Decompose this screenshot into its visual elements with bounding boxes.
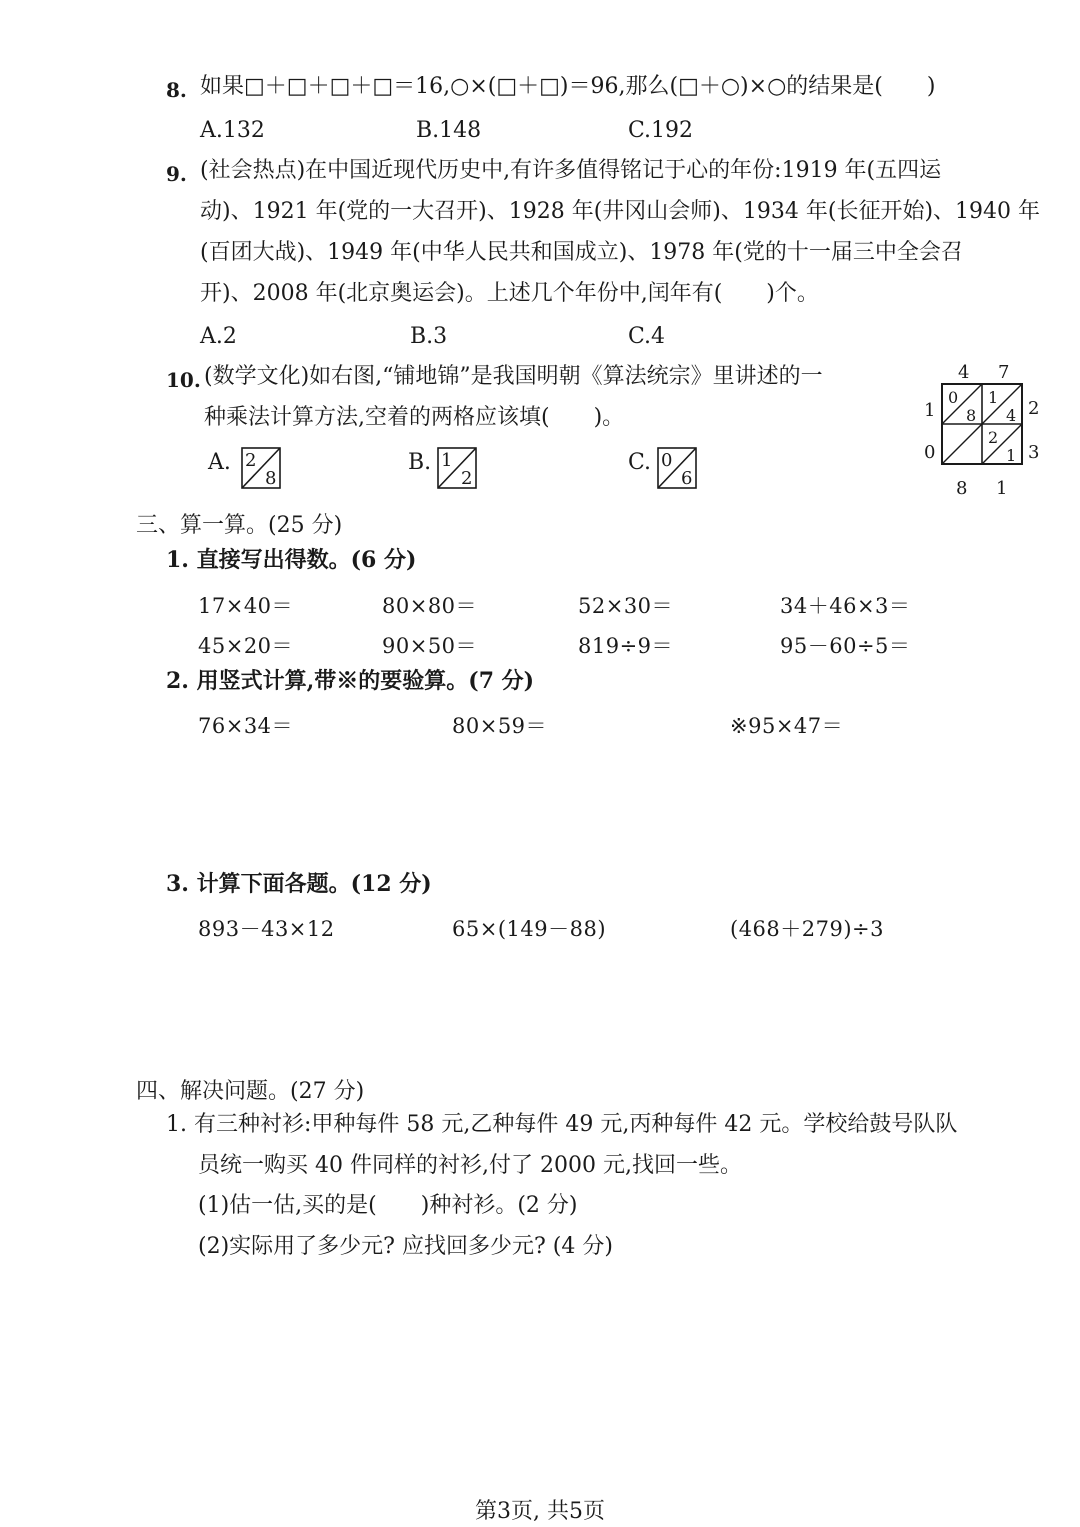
question-text: 如果□＋□＋□＋□＝16,○×(□＋□)＝96,那么(□＋○)×○的结果是( ) [200, 74, 936, 99]
problem-text-line: 1. 有三种衬衫:甲种每件 58 元,乙种每件 49 元,丙种每件 42 元。学校给鼓号队队 [166, 1112, 958, 1137]
part-title: 2. 用竖式计算,带※的要验算。(7 分) [166, 668, 535, 694]
question-number: 8. [166, 78, 187, 102]
lattice-cell-bottom: 1 [1006, 446, 1017, 465]
lattice-cell-top: 1 [988, 388, 999, 407]
oral-calc-item: 819÷9＝ [578, 634, 674, 658]
lattice-figure [918, 360, 1058, 500]
sub-question: (1)估一估,买的是( )种衬衫。(2 分) [198, 1193, 578, 1218]
option-a: A.2 [200, 324, 237, 349]
option-c: C.192 [628, 118, 694, 143]
option-b: B.3 [410, 324, 448, 349]
option-letter: B. [408, 450, 432, 475]
lattice-top-digit: 4 [958, 362, 970, 383]
problem-text-line: 员统一购买 40 件同样的衬衫,付了 2000 元,找回一些。 [198, 1153, 742, 1178]
cell-bottom-digit: 6 [681, 468, 693, 489]
calc-item: (468＋279)÷3 [730, 917, 885, 941]
lattice-cell-bottom: 4 [1006, 406, 1017, 425]
oral-calc-item: 90×50＝ [382, 634, 478, 658]
oral-calc-item: 34＋46×3＝ [780, 594, 911, 618]
part-title: 1. 直接写出得数。(6 分) [166, 547, 417, 573]
section-title: 四、解决问题。(27 分) [136, 1079, 365, 1104]
page-footer: 第3页, 共5页 [475, 1499, 605, 1524]
calc-item: 65×(149－88) [452, 917, 607, 941]
option-letter: A. [208, 450, 231, 475]
option-b: B.148 [416, 118, 482, 143]
question-number: 9. [166, 162, 187, 186]
option-a: A.132 [200, 118, 265, 143]
sub-question: (2)实际用了多少元? 应找回多少元? (4 分) [198, 1234, 613, 1259]
lattice-right-digit: 2 [1028, 398, 1040, 419]
part-title: 3. 计算下面各题。(12 分) [166, 871, 432, 897]
question-text-line: 开)、2008 年(北京奥运会)。上述几个年份中,闰年有( )个。 [200, 281, 819, 306]
lattice-top-digit: 7 [998, 362, 1010, 383]
option-letter: C. [628, 450, 652, 475]
cell-bottom-digit: 2 [461, 468, 473, 489]
question-text-line: 动)、1921 年(党的一大召开)、1928 年(井冈山会师)、1934 年(长征开始)、1940 年 [200, 199, 1041, 224]
calc-item: 893－43×12 [198, 917, 335, 941]
cell-top-digit: 1 [441, 450, 453, 471]
question-text-line: (数学文化)如右图,“铺地锦”是我国明朝《算法统宗》里讲述的一 [204, 364, 823, 389]
cell-top-digit: 0 [661, 450, 673, 471]
lattice-bottom-digit: 1 [996, 478, 1008, 499]
lattice-right-digit: 3 [1028, 442, 1040, 463]
lattice-cell-top: 2 [988, 428, 999, 447]
vertical-calc-item: ※95×47＝ [730, 714, 844, 738]
vertical-calc-item: 80×59＝ [452, 714, 548, 738]
vertical-calc-item: 76×34＝ [198, 714, 294, 738]
option-c: C.4 [628, 324, 666, 349]
section-title: 三、算一算。(25 分) [136, 513, 343, 538]
cell-bottom-digit: 8 [265, 468, 277, 489]
question-text-line: 种乘法计算方法,空着的两格应该填( )。 [204, 405, 625, 430]
lattice-cell-top: 0 [948, 388, 959, 407]
lattice-bottom-digit: 8 [956, 478, 968, 499]
oral-calc-item: 52×30＝ [578, 594, 674, 618]
cell-top-digit: 2 [245, 450, 257, 471]
question-text-line: (百团大战)、1949 年(中华人民共和国成立)、1978 年(党的十一届三中全会召 [200, 240, 963, 265]
lattice-left-digit: 0 [924, 442, 936, 463]
lattice-cell-bottom: 8 [966, 406, 977, 425]
oral-calc-item: 95－60÷5＝ [780, 634, 911, 658]
lattice-left-digit: 1 [924, 400, 936, 421]
oral-calc-item: 80×80＝ [382, 594, 478, 618]
question-number: 10. [166, 368, 201, 392]
oral-calc-item: 45×20＝ [198, 634, 294, 658]
oral-calc-item: 17×40＝ [198, 594, 294, 618]
question-text-line: (社会热点)在中国近现代历史中,有许多值得铭记于心的年份:1919 年(五四运 [200, 158, 942, 183]
